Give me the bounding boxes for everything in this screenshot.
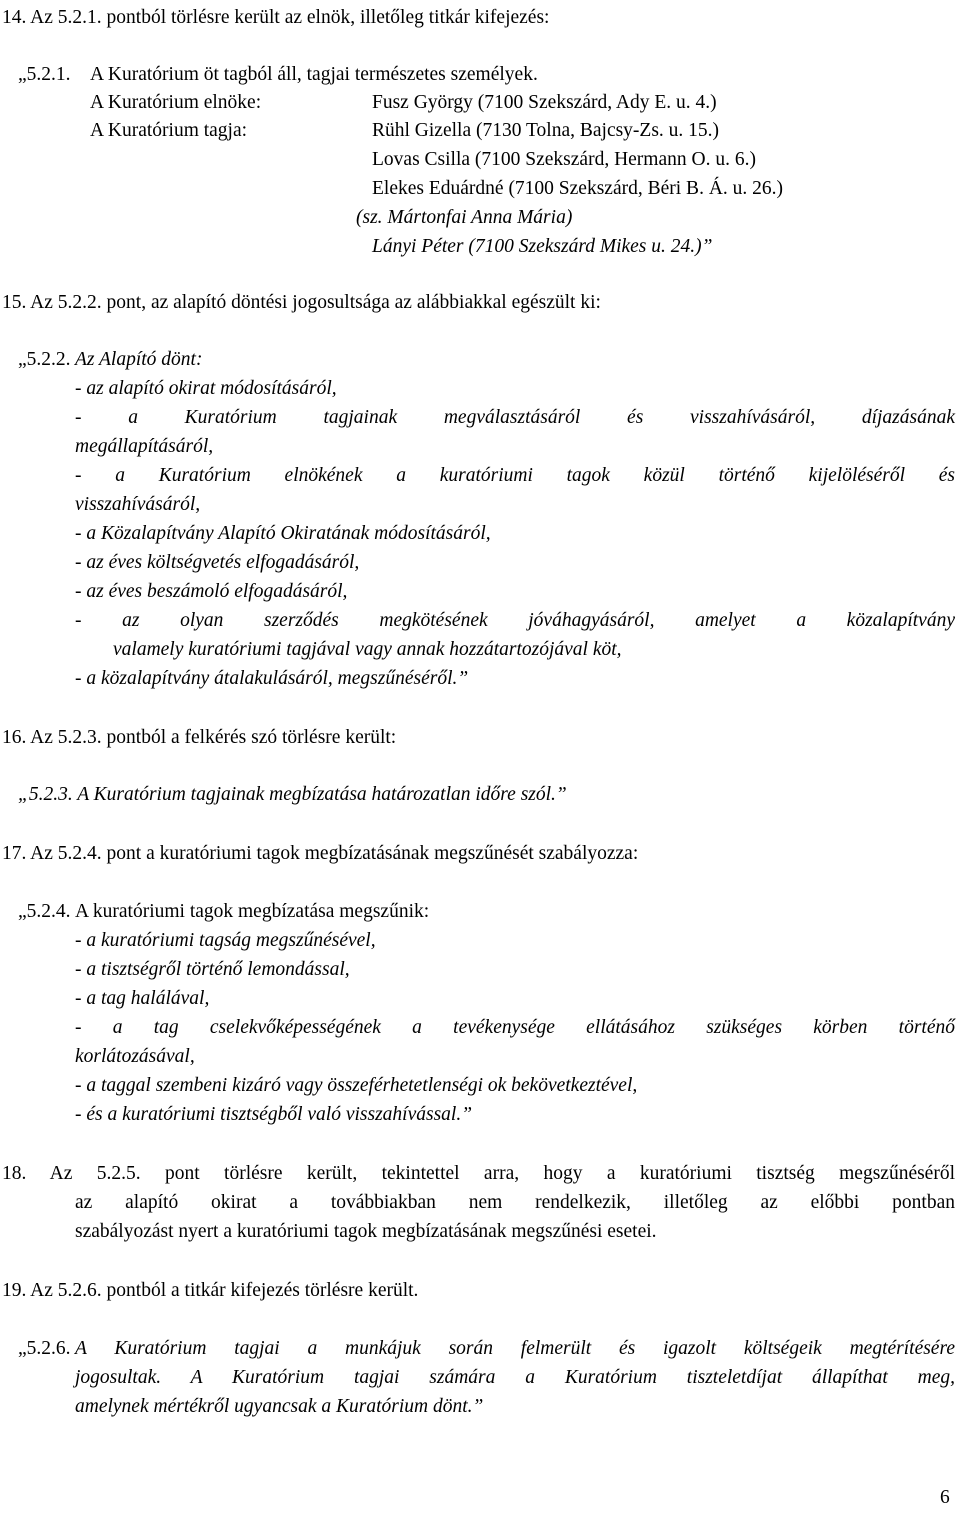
member-3: Elekes Eduárdné (7100 Szekszárd, Béri B. Á. u. 26.) xyxy=(372,178,784,199)
section-17-heading: 17. Az 5.2.4. pont a kuratóriumi tagok megbízatásának megszűnését szabályozza: xyxy=(2,843,639,864)
section-18-text: az alapító okirat a továbbiakban nem rendelkezik, illetőleg az előbbi pontban xyxy=(75,1192,955,1213)
list-item-continuation: korlátozásával, xyxy=(75,1046,195,1067)
paragraph-text: A Kuratórium tagjai a munkájuk során felmerült és igazolt költségeik megtérítésére xyxy=(75,1338,955,1359)
list-item: - a közalapítvány átalakulásáról, megszűnéséről.” xyxy=(75,668,469,689)
section-14-heading: 14. Az 5.2.1. pontból törlésre került az elnök, illetőleg titkár kifejezés: xyxy=(2,7,550,28)
list-item: - a Kuratórium tagjainak megválasztásáról és visszahívásáról, díjazásának xyxy=(75,407,955,428)
section-18-text: szabályozást nyert a kuratóriumi tagok megbízatásának megszűnési esetei. xyxy=(75,1221,657,1242)
paragraph-text: jogosultak. A Kuratórium tagjai számára a Kuratórium tiszteletdíjat állapíthat meg, xyxy=(75,1367,955,1388)
list-item: - a kuratóriumi tagság megszűnésével, xyxy=(75,930,376,951)
list-item-continuation: megállapításáról, xyxy=(75,436,214,457)
list-item: - és a kuratóriumi tisztségből való visszahívással.” xyxy=(75,1104,473,1125)
member-label: A Kuratórium tagja: xyxy=(90,120,248,141)
list-item: - a tag halálával, xyxy=(75,988,210,1009)
section-18-text: 18. Az 5.2.5. pont törlésre került, tekintettel arra, hogy a kuratóriumi tisztség megszűnéséről xyxy=(2,1163,955,1184)
chair-label: A Kuratórium elnöke: xyxy=(90,92,262,113)
list-item-continuation: valamely kuratóriumi tagjával vagy annak hozzátartozójával köt, xyxy=(113,639,622,660)
list-item: - a taggal szembeni kizáró vagy összeférhetetlenségi ok bekövetkeztével, xyxy=(75,1075,638,1096)
paragraph-number: „5.2.1. xyxy=(18,64,71,85)
list-item: - a tag cselekvőképességének a tevékenysége ellátásához szükséges körben történő xyxy=(75,1017,955,1038)
section-15-heading: 15. Az 5.2.2. pont, az alapító döntési jogosultsága az alábbiakkal egészült ki: xyxy=(2,292,601,313)
list-item: - a Kuratórium elnökének a kuratóriumi tagok közül történő kijelöléséről és xyxy=(75,465,955,486)
paragraph-intro: Az Alapító dönt: xyxy=(75,349,203,370)
section-19-heading: 19. Az 5.2.6. pontból a titkár kifejezés törlésre került. xyxy=(2,1280,419,1301)
page-number: 6 xyxy=(940,1487,950,1508)
paragraph-quote: „5.2.3. A Kuratórium tagjainak megbízatása határozatlan időre szól.” xyxy=(18,784,567,805)
member-4: Lányi Péter (7100 Szekszárd Mikes u. 24.)” xyxy=(372,236,713,257)
paragraph-text: amelynek mértékről ugyancsak a Kuratórium dönt.” xyxy=(75,1396,484,1417)
list-item: - a Közalapítvány Alapító Okiratának módosításáról, xyxy=(75,523,491,544)
paragraph-text: A Kuratórium öt tagból áll, tagjai természetes személyek. xyxy=(90,64,538,85)
list-item: - a tisztségről történő lemondással, xyxy=(75,959,350,980)
list-item-continuation: visszahívásáról, xyxy=(75,494,201,515)
paragraph-number: „5.2.4. xyxy=(18,901,71,922)
list-item: - az alapító okirat módosításáról, xyxy=(75,378,337,399)
member-3-maiden-name: (sz. Mártonfai Anna Mária) xyxy=(356,207,573,228)
member-2: Lovas Csilla (7100 Szekszárd, Hermann O. u. 6.) xyxy=(372,149,756,170)
list-item: - az éves költségvetés elfogadásáról, xyxy=(75,552,360,573)
list-item: - az éves beszámoló elfogadásáról, xyxy=(75,581,348,602)
list-item: - az olyan szerződés megkötésének jóváhagyásáról, amelyet a közalapítvány xyxy=(75,610,955,631)
chair-value: Fusz György (7100 Szekszárd, Ady E. u. 4.) xyxy=(372,92,717,113)
paragraph-number: „5.2.6. xyxy=(18,1338,71,1359)
paragraph-number: „5.2.2. xyxy=(18,349,71,370)
member-1: Rühl Gizella (7130 Tolna, Bajcsy-Zs. u. 15.) xyxy=(372,120,720,141)
section-16-heading: 16. Az 5.2.3. pontból a felkérés szó törlésre került: xyxy=(2,727,397,748)
paragraph-intro: A kuratóriumi tagok megbízatása megszűnik: xyxy=(75,901,430,922)
